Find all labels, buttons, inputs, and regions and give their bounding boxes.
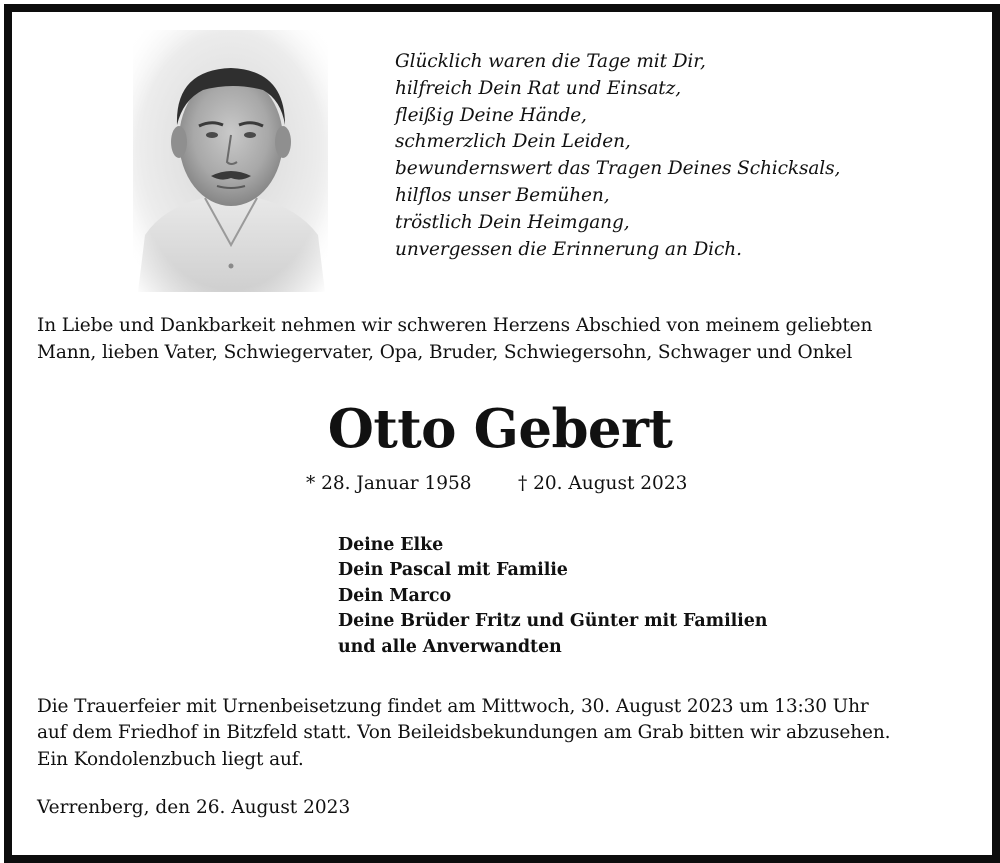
- poem-line: bewundernswert das Tragen Deines Schicksals,: [395, 158, 841, 180]
- mourner-item: Dein Marco: [338, 585, 452, 606]
- deceased-name: Otto Gebert: [327, 398, 673, 460]
- mourners-list: [338, 533, 767, 660]
- intro-line: In Liebe und Dankbarkeit nehmen wir schweren Herzens Abschied von meinem geliebten: [37, 315, 873, 336]
- intro-line: Mann, lieben Vater, Schwiegervater, Opa, Bruder, Schwiegersohn, Schwager und Onkel: [37, 341, 853, 363]
- death-date: † 20. August 2023: [518, 473, 688, 494]
- poem-line: hilflos unser Bemühen,: [395, 184, 610, 206]
- farewell-intro: [37, 313, 872, 366]
- poem-line: fleißig Deine Hände,: [395, 104, 587, 126]
- funeral-line: auf dem Friedhof in Bitzfeld statt. Von Beileidsbekundungen am Grab bitten wir abzusehen.: [37, 722, 891, 744]
- funeral-line: Ein Kondolenzbuch liegt auf.: [37, 748, 304, 770]
- mourner-item: Deine Elke: [338, 535, 444, 555]
- birth-date: * 28. Januar 1958: [306, 473, 472, 494]
- memorial-poem: [395, 49, 840, 263]
- funeral-notice: [37, 694, 890, 773]
- place-and-date: Verrenberg, den 26. August 2023: [37, 797, 351, 818]
- portrait-photo: [133, 30, 328, 292]
- mourner-item: Dein Pascal mit Familie: [338, 560, 568, 581]
- poem-line: hilfreich Dein Rat und Einsatz,: [395, 77, 682, 99]
- poem-line: tröstlich Dein Heimgang,: [395, 211, 630, 233]
- mourner-item: Deine Brüder Fritz und Günter mit Familien: [338, 611, 768, 632]
- poem-line: unvergessen die Erinnerung an Dich.: [395, 238, 742, 260]
- mourner-item: und alle Anverwandten: [338, 636, 562, 657]
- funeral-line: Die Trauerfeier mit Urnenbeisetzung findet am Mittwoch, 30. August 2023 um 13:30 Uhr: [37, 696, 869, 717]
- poem-line: Glücklich waren die Tage mit Dir,: [395, 51, 706, 72]
- poem-line: schmerzlich Dein Leiden,: [395, 131, 631, 153]
